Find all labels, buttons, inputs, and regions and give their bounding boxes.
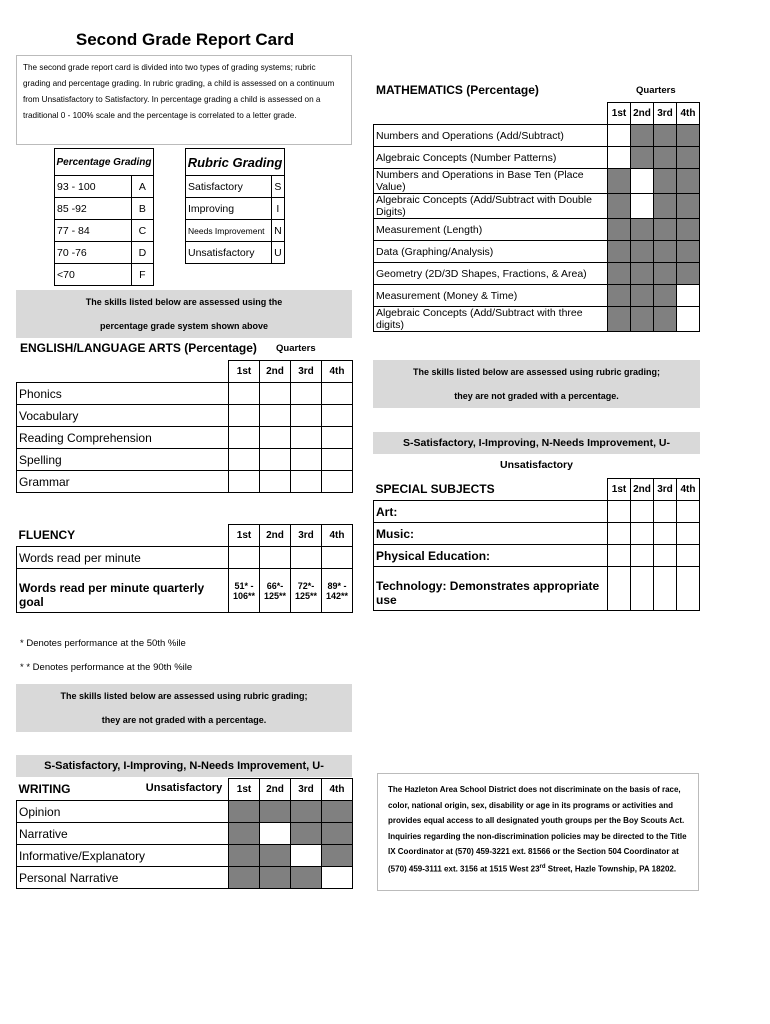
grade-cell[interactable] xyxy=(322,383,353,405)
quarter-header: 1st xyxy=(608,479,631,501)
shaded-cell xyxy=(631,285,654,307)
grade-cell[interactable] xyxy=(631,501,654,523)
quarter-header: 1st xyxy=(229,525,260,547)
shaded-cell xyxy=(631,147,654,169)
notice-tail: Street, Hazle Township, PA 18202. xyxy=(545,864,677,874)
shaded-cell xyxy=(322,801,353,823)
math-skill: Algebraic Concepts (Add/Subtract with three digits) xyxy=(374,307,608,332)
grade-cell[interactable] xyxy=(654,567,677,611)
grade-cell[interactable] xyxy=(631,169,654,194)
math-skill: Data (Graphing/Analysis) xyxy=(374,241,608,263)
shaded-cell xyxy=(677,194,700,219)
quarter-header: 1st xyxy=(608,103,631,125)
footnote: * Denotes performance at the 50th %ile xyxy=(20,638,186,649)
quarter-header: 3rd xyxy=(291,361,322,383)
grade-letter: C xyxy=(131,220,153,242)
rubric-label: Needs Improvement xyxy=(186,220,272,242)
shaded-cell xyxy=(631,241,654,263)
shaded-cell xyxy=(631,263,654,285)
grade-cell[interactable] xyxy=(229,547,260,569)
grade-cell[interactable] xyxy=(260,471,291,493)
shaded-cell xyxy=(260,867,291,889)
quarter-header: 2nd xyxy=(260,361,291,383)
grade-cell[interactable] xyxy=(291,547,322,569)
shaded-cell xyxy=(229,823,260,845)
ela-skill: Grammar xyxy=(17,471,229,493)
special-subject: Art: xyxy=(374,501,608,523)
shaded-cell xyxy=(677,219,700,241)
grade-letter: A xyxy=(131,176,153,198)
grade-cell[interactable] xyxy=(322,471,353,493)
shaded-cell xyxy=(654,241,677,263)
goal-value: 106** xyxy=(232,590,256,601)
goal-value: 125** xyxy=(294,590,318,601)
grade-cell[interactable] xyxy=(654,545,677,567)
ela-skill: Reading Comprehension xyxy=(17,427,229,449)
shaded-cell xyxy=(654,285,677,307)
quarter-header: 2nd xyxy=(631,479,654,501)
shaded-cell xyxy=(608,307,631,332)
rubric-grading-table xyxy=(185,148,285,264)
grade-cell[interactable] xyxy=(322,427,353,449)
shaded-cell xyxy=(229,867,260,889)
fluency-table xyxy=(16,524,353,613)
shaded-cell xyxy=(677,241,700,263)
note-line: they are not graded with a percentage. xyxy=(101,715,267,725)
shaded-cell xyxy=(654,125,677,147)
grade-cell[interactable] xyxy=(322,449,353,471)
grade-cell[interactable] xyxy=(608,147,631,169)
rubric-label: Unsatisfactory xyxy=(186,242,272,264)
quarter-header: 3rd xyxy=(654,479,677,501)
grade-cell[interactable] xyxy=(291,383,322,405)
shaded-cell xyxy=(229,801,260,823)
math-skill: Numbers and Operations in Base Ten (Place Value) xyxy=(374,169,608,194)
quarter-header: 2nd xyxy=(260,779,291,801)
shaded-cell xyxy=(322,823,353,845)
quarter-header: 4th xyxy=(322,361,353,383)
footnote: * * Denotes performance at the 90th %ile xyxy=(20,662,193,673)
shaded-cell xyxy=(608,219,631,241)
writing-table xyxy=(16,778,353,889)
shaded-cell xyxy=(631,307,654,332)
grade-cell[interactable] xyxy=(654,501,677,523)
quarter-header: 3rd xyxy=(291,779,322,801)
percentage-grading-table xyxy=(54,148,154,286)
grade-cell[interactable] xyxy=(677,501,700,523)
notice-text: The Hazleton Area School District does not discriminate on the basis of race, color, national origin, sex, disability or age in its programs or activities and provides equal access to all designated youth groups per the Boy Scouts Act. Inquiries regarding the non-discrimination policies may be directed to the Title IX Coordinator at (570) 459-3221 ext. 81566 or the Section 504 Coordinator at (570) 459-3111 ext. 3156 at 1515 West 23 xyxy=(388,785,687,874)
nondiscrimination-notice xyxy=(377,773,699,891)
special-subject: Technology: Demonstrates appropriate use xyxy=(374,567,608,611)
ela-header: ENGLISH/LANGUAGE ARTS (Percentage) xyxy=(20,341,257,355)
shaded-cell xyxy=(654,263,677,285)
quarter-header: 4th xyxy=(677,103,700,125)
shaded-cell xyxy=(291,801,322,823)
shaded-cell xyxy=(608,169,631,194)
ela-skill: Vocabulary xyxy=(17,405,229,427)
shaded-cell xyxy=(291,867,322,889)
shaded-cell xyxy=(677,125,700,147)
grade-cell[interactable] xyxy=(260,547,291,569)
ela-skill: Spelling xyxy=(17,449,229,471)
grade-cell[interactable] xyxy=(229,471,260,493)
fluency-goal-row: Words read per minute quarterly goal xyxy=(17,569,229,613)
shaded-cell xyxy=(608,241,631,263)
grade-range: 93 - 100 xyxy=(55,176,132,198)
rubric-letter: S xyxy=(271,176,284,198)
grade-cell[interactable] xyxy=(291,405,322,427)
grade-cell[interactable] xyxy=(260,449,291,471)
fluency-header: FLUENCY xyxy=(17,525,229,547)
writing-skill: Opinion xyxy=(17,801,229,823)
grade-cell[interactable] xyxy=(631,523,654,545)
quarter-header: 4th xyxy=(677,479,700,501)
writing-skill: Narrative xyxy=(17,823,229,845)
shaded-cell xyxy=(677,169,700,194)
grade-cell[interactable] xyxy=(322,405,353,427)
rubric-note-right xyxy=(373,360,700,408)
quarter-header: 3rd xyxy=(654,103,677,125)
special-subject: Physical Education: xyxy=(374,545,608,567)
writing-skill: Personal Narrative xyxy=(17,867,229,889)
math-skill: Numbers and Operations (Add/Subtract) xyxy=(374,125,608,147)
notice-sup: rd xyxy=(539,863,546,870)
rubric-key-left: S-Satisfactory, I-Improving, N-Needs Improvement, U-Unsatisfactory xyxy=(16,755,352,777)
quarter-header: 2nd xyxy=(260,525,291,547)
grade-cell[interactable] xyxy=(229,449,260,471)
fluency-row: Words read per minute xyxy=(17,547,229,569)
grade-cell[interactable] xyxy=(229,427,260,449)
math-skill: Measurement (Money & Time) xyxy=(374,285,608,307)
grade-cell[interactable] xyxy=(260,823,291,845)
grade-cell[interactable] xyxy=(608,545,631,567)
special-subjects-table xyxy=(373,478,700,611)
note-line: they are not graded with a percentage. xyxy=(454,391,619,401)
grade-cell[interactable] xyxy=(260,383,291,405)
goal-value: 125** xyxy=(263,590,287,601)
grade-range: 77 - 84 xyxy=(55,220,132,242)
shaded-cell xyxy=(322,845,353,867)
rubric-letter: I xyxy=(271,198,284,220)
grade-cell[interactable] xyxy=(291,845,322,867)
shaded-cell xyxy=(608,285,631,307)
goal-value: 72*- xyxy=(297,580,315,591)
shaded-cell xyxy=(631,125,654,147)
quarter-header: 4th xyxy=(322,779,353,801)
quarter-header: 4th xyxy=(322,525,353,547)
rubric-label: Satisfactory xyxy=(186,176,272,198)
goal-value: 89* - xyxy=(327,580,347,591)
grade-cell[interactable] xyxy=(322,867,353,889)
grade-letter: D xyxy=(131,242,153,264)
shaded-cell xyxy=(229,845,260,867)
goal-value: 51* - xyxy=(234,580,254,591)
goal-value: 142** xyxy=(325,590,349,601)
percentage-note xyxy=(16,290,352,338)
rubric-label: Improving xyxy=(186,198,272,220)
grade-cell[interactable] xyxy=(229,405,260,427)
rubric-key-right: S-Satisfactory, I-Improving, N-Needs Improvement, U-Unsatisfactory xyxy=(373,432,700,454)
ela-skill: Phonics xyxy=(17,383,229,405)
quarter-header: 1st xyxy=(229,361,260,383)
note-line: percentage grade system shown above xyxy=(99,321,269,331)
grade-cell[interactable] xyxy=(654,523,677,545)
grade-range: 70 -76 xyxy=(55,242,132,264)
grade-cell[interactable] xyxy=(229,383,260,405)
grade-cell[interactable] xyxy=(608,523,631,545)
shaded-cell xyxy=(291,823,322,845)
grade-cell[interactable] xyxy=(677,307,700,332)
grade-range: <70 xyxy=(55,264,132,286)
quarter-header: 3rd xyxy=(291,525,322,547)
shaded-cell xyxy=(654,219,677,241)
grade-cell[interactable] xyxy=(291,471,322,493)
note-line: The skills listed below are assessed using the xyxy=(85,297,283,307)
shaded-cell xyxy=(654,169,677,194)
math-table xyxy=(373,102,700,332)
writing-skill: Informative/Explanatory xyxy=(17,845,229,867)
shaded-cell xyxy=(608,263,631,285)
grade-cell[interactable] xyxy=(677,523,700,545)
grade-cell[interactable] xyxy=(291,449,322,471)
grade-cell[interactable] xyxy=(631,567,654,611)
math-skill: Measurement (Length) xyxy=(374,219,608,241)
shaded-cell xyxy=(654,194,677,219)
shaded-cell xyxy=(654,147,677,169)
percentage-grading-header: Percentage Grading xyxy=(55,149,154,176)
shaded-cell xyxy=(260,801,291,823)
goal-value: 66*- xyxy=(266,580,284,591)
shaded-cell xyxy=(631,219,654,241)
shaded-cell xyxy=(677,147,700,169)
shaded-cell xyxy=(608,194,631,219)
rubric-grading-header: Rubric Grading xyxy=(186,149,285,176)
ela-table xyxy=(16,360,353,493)
note-line: The skills listed below are assessed using rubric grading; xyxy=(60,691,308,701)
grade-cell[interactable] xyxy=(677,285,700,307)
rubric-letter: N xyxy=(271,220,284,242)
grade-letter: B xyxy=(131,198,153,220)
grade-cell[interactable] xyxy=(291,427,322,449)
special-header: SPECIAL SUBJECTS xyxy=(374,479,608,501)
math-header: MATHEMATICS (Percentage) xyxy=(376,83,539,97)
grade-cell[interactable] xyxy=(631,545,654,567)
page-title: Second Grade Report Card xyxy=(75,30,295,49)
grade-cell[interactable] xyxy=(608,501,631,523)
quarters-label: Quarters xyxy=(276,343,316,354)
special-subject: Music: xyxy=(374,523,608,545)
grade-range: 85 -92 xyxy=(55,198,132,220)
math-skill: Algebraic Concepts (Number Patterns) xyxy=(374,147,608,169)
grade-cell[interactable] xyxy=(631,194,654,219)
grade-cell[interactable] xyxy=(677,567,700,611)
rubric-letter: U xyxy=(271,242,284,264)
grade-cell[interactable] xyxy=(677,545,700,567)
grade-cell[interactable] xyxy=(260,405,291,427)
intro-text: The second grade report card is divided into two types of grading systems; rubric grading and percentage grading. In rubric grading, a child is assessed on a continuum from Unsatisfactory to Satisfactory. In percentage grading a child is assessed on a traditional 0 - 100% scale and the percentage is correlated to a letter grade. xyxy=(16,55,352,145)
writing-header: WRITING xyxy=(17,779,229,801)
note-line: The skills listed below are assessed using rubric grading; xyxy=(412,367,661,377)
shaded-cell xyxy=(677,263,700,285)
quarters-label: Quarters xyxy=(636,85,676,96)
rubric-note-left xyxy=(16,684,352,732)
quarter-header: 1st xyxy=(229,779,260,801)
quarter-header: 2nd xyxy=(631,103,654,125)
grade-cell[interactable] xyxy=(608,125,631,147)
grade-cell[interactable] xyxy=(608,567,631,611)
grade-cell[interactable] xyxy=(322,547,353,569)
shaded-cell xyxy=(260,845,291,867)
shaded-cell xyxy=(654,307,677,332)
math-skill: Algebraic Concepts (Add/Subtract with Double Digits) xyxy=(374,194,608,219)
grade-cell[interactable] xyxy=(260,427,291,449)
grade-letter: F xyxy=(131,264,153,286)
math-skill: Geometry (2D/3D Shapes, Fractions, & Area) xyxy=(374,263,608,285)
